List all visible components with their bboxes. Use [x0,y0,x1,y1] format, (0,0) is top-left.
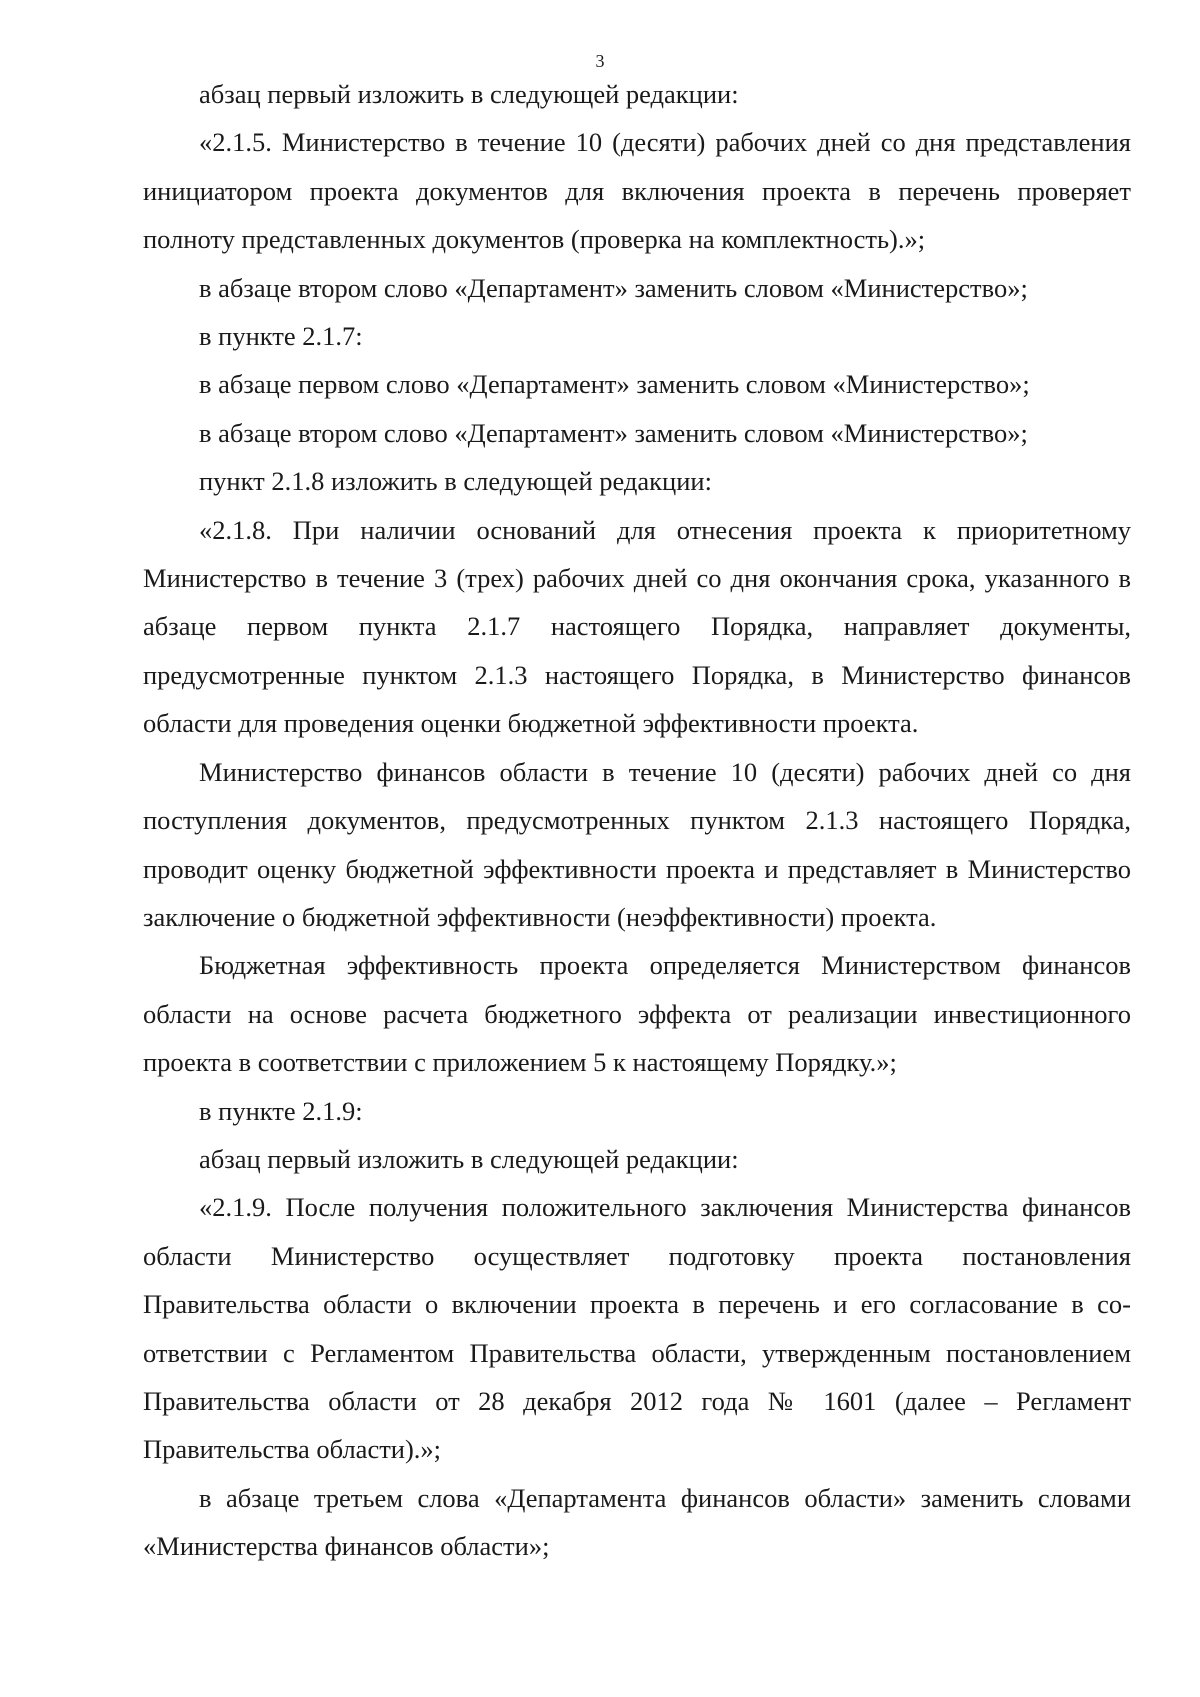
paragraph: в пункте 2.1.9: [199,1095,363,1126]
document-body [143,70,1131,1571]
paragraph: в абзаце втором слово «Департамент» заменить словом «Министерство»; [199,272,1028,303]
paragraph: Бюджетная эффективность проекта определяется Министерством финансов области на основе расчета бюджетного эффекта от реализации инвестиционного проекта в соответствии с приложением 5 к настоящему Порядку.»; [143,950,1131,1078]
paragraph: в пункте 2.1.7: [199,321,363,352]
paragraph: в абзаце втором слово «Департамент» заменить словом «Министерство»; [199,417,1028,448]
paragraph: «2.1.9. После получения положительного заключения Министерства финансов области Министерство осуществляет подготовку проекта постановления Правительства области о включении проекта в перечень и его согласование в соответствии с Регламентом Правительства области, утвержденным постановлением Правительства области от 28 декабря 2012 года № 1601 (далее – Регламент Правительства области).»; [143,1192,1131,1465]
paragraph: Министерство финансов области в течение 10 (десяти) рабочих дней со дня поступления документов, предусмотренных пунктом 2.1.3 настоящего Порядка, проводит оценку бюджетной эффективности проекта и представляет в Министерство заключение о бюджетной эффективности (неэффективности) проекта. [143,756,1131,932]
paragraph: «2.1.5. Министерство в течение 10 (десяти) рабочих дней со дня представления инициатором проекта документов для включения проекта в перечень проверяет полноту представленных документов (проверка на комплектность).»; [143,127,1131,255]
paragraph: «2.1.8. При наличии оснований для отнесения проекта к приоритетному Министерство в течение 3 (трех) рабочих дней со дня окончания срока, указанного в абзаце первом пункта 2.1.7 настоящего Порядка, направляет документы, предусмотренные пунктом 2.1.3 настоящего Порядка, в Министерство финансов области для проведения оценки бюджетной эффективности проекта. [143,514,1131,739]
paragraph: пункт 2.1.8 изложить в следующей редакции: [199,466,712,497]
page-number: 3 [595,51,605,71]
paragraph: в абзаце третьем слова «Департамента финансов области» заменить словами «Министерства финансов области»; [143,1482,1131,1562]
paragraph: в абзаце первом слово «Департамент» заменить словом «Министерство»; [199,369,1030,400]
paragraph: абзац первый изложить в следующей редакции: [199,79,739,109]
paragraph: абзац первый изложить в следующей редакции: [199,1143,739,1174]
